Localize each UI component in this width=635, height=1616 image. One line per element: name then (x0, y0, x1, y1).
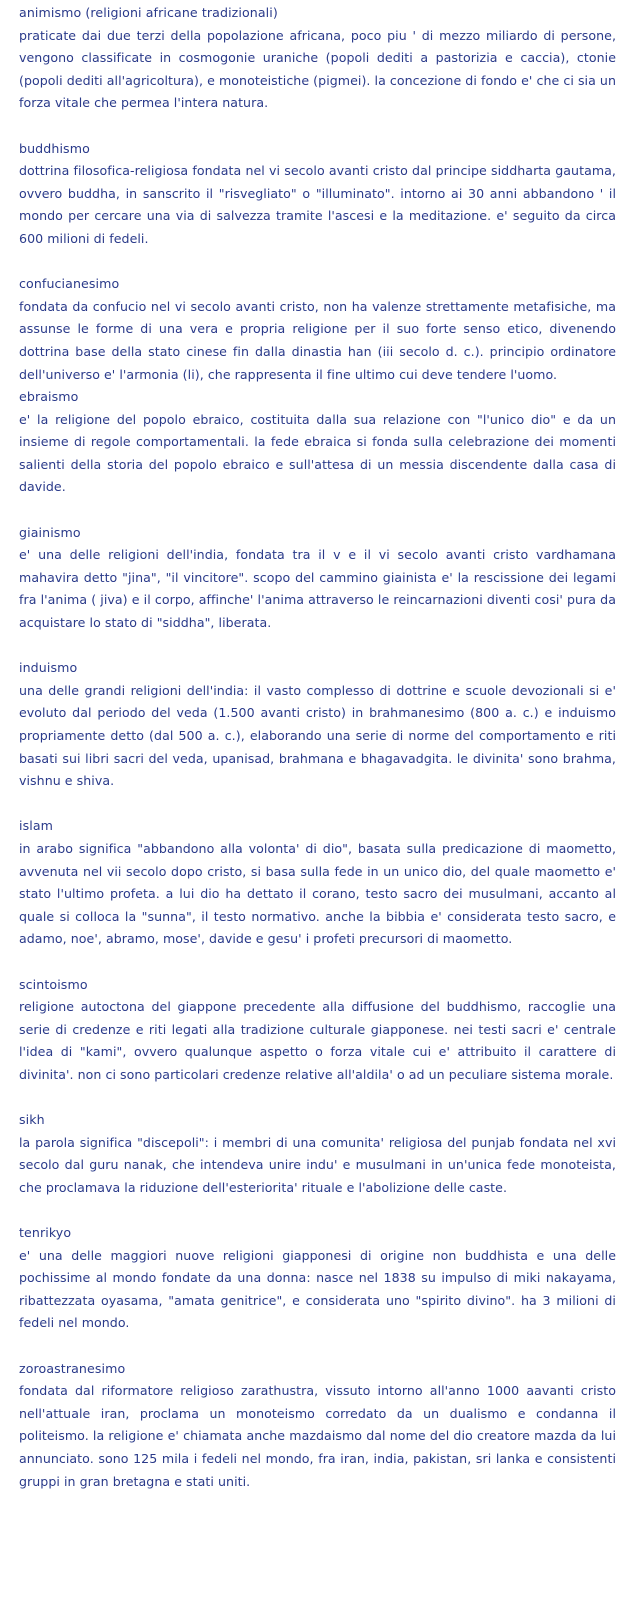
entry-text: la parola significa "discepoli": i membri di una comunita' religiosa del punjab fondata nel xvi secolo dal guru nanak, che intendeva unire indu' e musulmani in un'unica fede monoteista, che proclamava la riduzione dell'esteriorita' rituale e l'abolizione delle caste. (19, 1134, 616, 1195)
entry-animismo (19, 2, 616, 115)
entry-term: buddhismo (19, 140, 90, 156)
entry-induismo (19, 657, 616, 793)
entry-text: religione autoctona del giappone precedente alla diffusione del buddhismo, raccoglie una serie di credenze e riti legati alla tradizione culturale giapponese. nei testi sacri e' centrale l'idea di "kami", ovvero qualunque aspetto o forza vitale cui e' attribuito il carattere di divinita'. non ci sono particolari credenze relative all'aldila' o ad un peculiare sistema morale. (19, 999, 616, 1082)
entry-term: scintoismo (19, 976, 88, 992)
entry-term: tenrikyo (19, 1225, 72, 1241)
entry-term: ebraismo (19, 389, 79, 405)
entry-sikh (19, 1109, 616, 1199)
entry-islam (19, 815, 616, 951)
entry-ebraismo (19, 386, 616, 499)
entry-confucianesimo (19, 273, 616, 386)
entry-text: e' una delle religioni dell'india, fondata tra il v e il vi secolo avanti cristo vardhamana mahavira detto "jina", "il vincitore". scopo del cammino giainista e' la rescissione dei legami fra l'anima ( jiva) e il corpo, affinche' l'anima attraverso le reincarnazioni diventi cosi' pura da acquistare lo stato di "siddha", liberata. (19, 547, 616, 631)
entry-text: in arabo significa "abbandono alla volonta' di dio", basata sulla predicazione di maometto, avvenuta nel vii secolo dopo cristo, si basa sulla fede in un unico dio, del quale maometto e' stato l'ultimo profeta. a lui dio ha dettato il corano, testo sacro dei musulmani, accanto al quale si colloca la "sunna", il testo normativo. anche la bibbia e' considerata testo sacro, e adamo, noe', abramo, mose', davide e gesu' i profeti precursori di maometto. (19, 840, 616, 947)
entry-text: e' la religione del popolo ebraico, costituita dalla sua relazione con "l'unico dio" e da un insieme di regole comportamentali. la fede ebraica si fonda sulla celebrazione dei momenti salienti della storia del popolo ebraico e sull'attesa di un messia discendente dalla casa di davide. (19, 411, 616, 495)
entry-buddhismo (19, 138, 616, 251)
entry-giainismo (19, 522, 616, 635)
entry-term: zoroastranesimo (19, 1360, 126, 1376)
entry-text: e' una delle maggiori nuove religioni giapponesi di origine non buddhista e una delle pochissime al mondo fondate da una donna: nasce nel 1838 su impulso di miki nakayama, ribattezzata oyasama, "amata genitrice", e considerata uno "spirito divino". ha 3 milioni di fedeli nel mondo. (19, 1247, 616, 1331)
entry-term: animismo (religioni africane tradizionali) (19, 5, 278, 20)
entry-text: dottrina filosofica-religiosa fondata nel vi secolo avanti cristo dal principe siddharta gautama, ovvero buddha, in sanscrito il "risvegliato" o "illuminato". intorno ai 30 anni abbandono ' il mondo per cercare una via di salvezza tramite l'ascesi e la meditazione. e' seguito da circa 600 milioni di fedeli. (19, 163, 616, 246)
entry-term: sikh (19, 1112, 45, 1128)
entry-zoroastranesimo (19, 1358, 616, 1494)
entry-scintoismo (19, 974, 616, 1087)
entry-tenrikyo (19, 1222, 616, 1335)
entry-term: giainismo (19, 524, 81, 540)
entry-text: praticate dai due terzi della popolazione africana, poco piu ' di mezzo miliardo di persone, vengono classificate in cosmogonie uraniche (popoli dediti a pastorizia e caccia), ctonie (popoli dediti all'agricoltura), e monoteistiche (pigmei). la concezione di fondo e' che ci sia un forza vitale che permea l'intera natura. (19, 27, 616, 111)
entry-text: una delle grandi religioni dell'india: il vasto complesso di dottrine e scuole devozionali si e' evoluto dal periodo del veda (1.500 avanti cristo) in brahmanesimo (800 a. c.) e induismo propriamente detto (dal 500 a. c.), elaborando una serie di norme del comportamento e riti basati sui libri sacri del veda, upanisad, brahmana e bhagavadgita. le divinita' sono brahma, vishnu e shiva. (19, 682, 616, 789)
entry-term: induismo (19, 660, 78, 676)
entry-term: confucianesimo (19, 276, 120, 292)
entry-text: fondata dal riformatore religioso zarathustra, vissuto intorno all'anno 1000 aavanti cristo nell'attuale iran, proclama un monoteismo corredato da un dualismo e condanna il politeismo. la religione e' chiamata anche mazdaismo dal nome del dio creatore mazda da lui annunciato. sono 125 mila i fedeli nel mondo, fra iran, india, pakistan, sri lanka e consistenti gruppi in gran bretagna e stati uniti. (19, 1383, 616, 1489)
entry-term: islam (19, 818, 54, 834)
entry-text: fondata da confucio nel vi secolo avanti cristo, non ha valenze strettamente metafisiche, ma assunse le forme di una vera e propria religione per il suo forte senso etico, divenendo dottrina base della stato cinese fin dalla dinastia han (iii secolo d. c.). principio ordinatore dell'universo e' l'armonia (li), che rappresenta il fine ultimo cui deve tendere l'uomo. (19, 298, 616, 382)
